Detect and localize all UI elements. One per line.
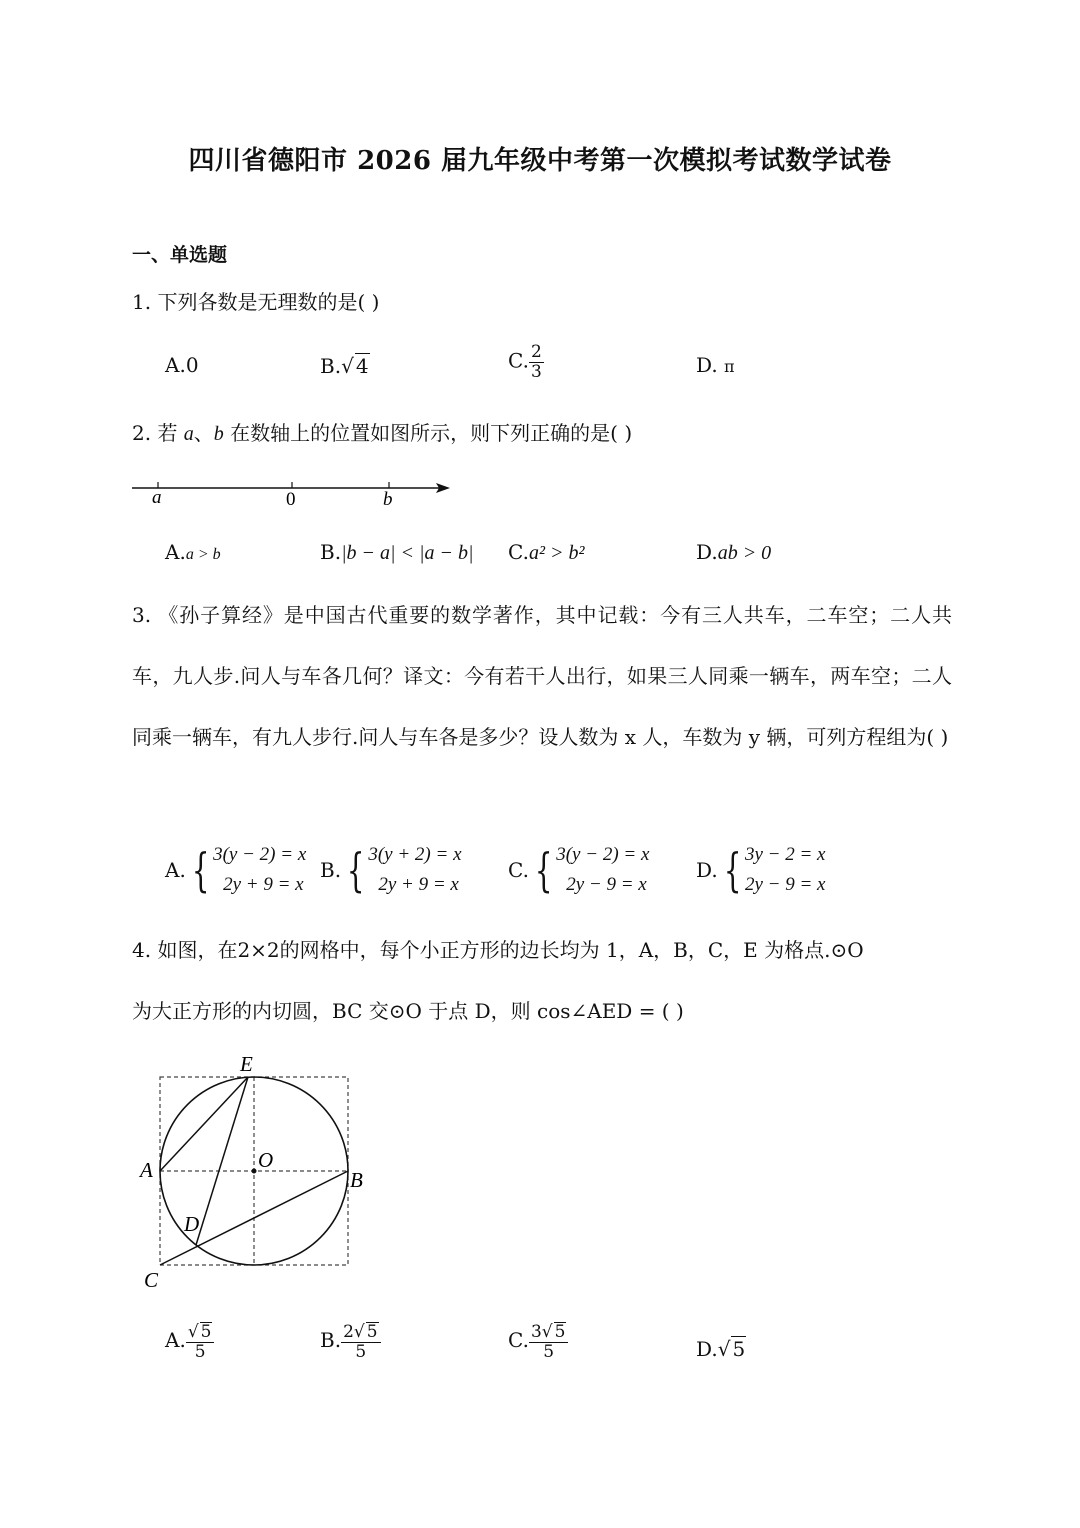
q1-option-a-label: A. [165,353,186,377]
sqrt-icon: √ [187,1322,199,1342]
point-label-b: B [350,1168,363,1192]
segment-ed [196,1077,248,1245]
circle-grid-figure [130,1045,380,1295]
q1-option-b-label: B. [320,354,342,378]
q1-option-b-value: 4 [355,354,369,378]
q1-option-b [320,353,370,378]
number-line-figure [128,474,458,514]
q4-option-a-denominator: 5 [194,1341,206,1362]
q2-option-d-label: D. [696,540,718,564]
q2-option-c-label: C. [508,540,529,564]
q4-option-c-denominator: 5 [543,1341,555,1362]
center-point [252,1169,257,1174]
q4-option-a-radicand: 5 [200,1322,212,1342]
q1-option-d-label: D. [696,353,718,377]
point-label-a: A [140,1158,153,1182]
q4-option-c [508,1322,568,1361]
left-brace-icon: { [534,843,553,897]
q2-var-b: b [213,423,224,445]
q4-option-b-radicand: 5 [366,1322,378,1342]
q4-option-a-label: A. [165,1328,186,1353]
q4-option-c-coef: 3 [530,1322,542,1342]
q1-option-d-value: π [724,357,735,376]
point-label-d: D [184,1212,200,1236]
q3-option-c [508,840,649,900]
q2-option-a [165,540,221,564]
q3-option-d-line1: 3y − 2 = x [744,844,826,865]
q4-option-d-value: 5 [732,1337,746,1361]
q4-option-a-fraction [186,1322,215,1361]
q2-option-b-label: B. [320,540,342,564]
q2-option-d-expr: ab > 0 [717,542,772,564]
axis-label-a: a [152,487,162,508]
q4-option-d [696,1336,746,1361]
q1-option-c-fraction [529,343,544,381]
q2-option-b-expr: |b − a| < |a − b| [341,542,474,564]
q3-option-b-line1: 3(y + 2) = x [368,844,462,865]
q3-option-d [696,840,825,900]
sqrt-icon: √ [341,354,354,378]
sqrt-icon: √ [353,1322,365,1342]
q3-option-c-line1: 3(y − 2) = x [556,844,650,865]
q3-option-d-label: D. [696,858,718,882]
q3-option-a-line2: 2y + 9 = x [223,874,304,895]
point-label-c: C [144,1268,159,1292]
q2-option-c [508,540,584,565]
q2-option-d [696,540,771,565]
q4-option-a [165,1322,214,1361]
left-brace-icon: { [191,843,210,897]
q4-option-d-label: D. [696,1337,718,1361]
point-label-o: O [258,1148,274,1172]
left-brace-icon: { [346,843,365,897]
q1-option-d [696,353,735,377]
q3-option-c-line2: 2y − 9 = x [566,874,647,895]
q4-option-b-coef: 2 [343,1322,354,1342]
sqrt-icon: √ [717,1337,731,1361]
q4-option-c-label: C. [508,1328,529,1353]
sqrt-icon: √ [541,1322,553,1342]
q2-stem-pre: 2. 若 [132,421,184,445]
section-heading: 一、单选题 [132,244,228,266]
q2-option-a-label: A. [165,540,186,564]
q4-option-b-fraction [341,1322,381,1361]
axis-label-b: b [383,489,393,510]
page-title: 四川省德阳市 2026 届九年级中考第一次模拟考试数学试卷 [188,146,892,176]
q2-stem-post: 在数轴上的位置如图所示，则下列正确的是( ) [223,421,633,445]
q1-option-a-value: 0 [185,353,199,377]
q1-option-c-numerator: 2 [530,342,542,362]
q2-sep: 、 [193,421,214,445]
q1-option-c-label: C. [508,348,529,373]
q2-option-a-expr: a > b [185,546,221,563]
q1-option-c [508,343,544,381]
q4-option-b [320,1322,381,1361]
q4-option-b-label: B. [320,1328,342,1353]
q3-option-c-label: C. [508,858,529,882]
q3-option-b-line2: 2y + 9 = x [378,874,459,895]
q3-option-a [165,840,306,900]
q4-stem-line1: 4. 如图，在2×2的网格中，每个小正方形的边长均为 1，A，B，C，E 为格点.⊙O [132,938,864,962]
q2-stem [132,418,632,449]
q3-option-d-line2: 2y − 9 = x [744,874,826,895]
q1-stem: 1. 下列各数是无理数的是( ) [132,290,380,314]
q4-option-c-radicand: 5 [554,1322,566,1342]
left-brace-icon: { [723,843,742,897]
q2-option-c-expr: a² > b² [528,542,585,564]
q3-stem: 3. 《孙子算经》是中国古代重要的数学著作，其中记载：今有三人共车，二车空；二人共车，九人步.问人与车各几何？译文：今有若干人出行，如果三人同乘一辆车，两车空；二人同乘一辆车，有九人步行.问人与车各是多少？设人数为 x 人，车数为 y 辆，可列方程组为( ) [132,603,952,749]
q2-option-b [320,540,474,565]
q4-stem-line2: 为大正方形的内切圆，BC 交⊙O 于点 D，则 cos∠AED = ( ) [132,999,684,1023]
q4-option-c-fraction [529,1322,569,1361]
q1-option-c-denominator: 3 [530,361,542,382]
q3-option-a-label: A. [165,858,186,882]
q3-option-a-line1: 3(y − 2) = x [213,844,307,865]
q2-var-a: a [183,423,194,445]
q3-option-b [320,840,462,900]
q1-option-a [165,353,199,377]
axis-label-zero: 0 [286,489,296,510]
q3-option-b-label: B. [320,858,342,882]
point-label-e: E [240,1052,253,1076]
q4-option-b-denominator: 5 [355,1341,367,1362]
